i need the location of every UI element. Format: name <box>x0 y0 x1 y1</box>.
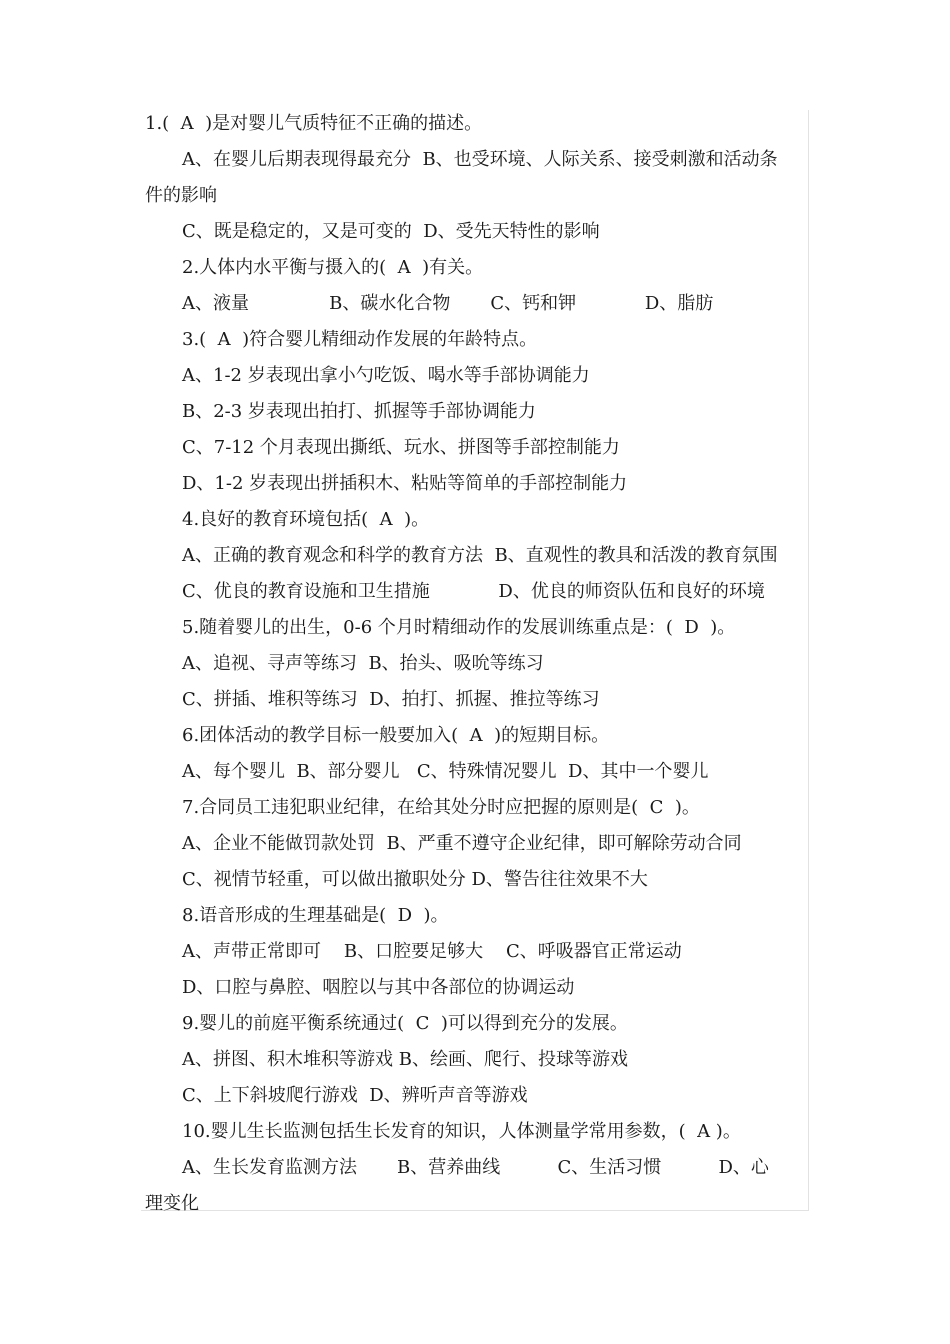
text-line: A、声带正常即可 B、口腔要足够大 C、呼吸器官正常运动 <box>182 941 682 962</box>
text-line: C、视情节轻重，可以做出撤职处分 D、警告往往效果不大 <box>182 869 648 890</box>
text-line: A、拼图、积木堆积等游戏 B、绘画、爬行、投球等游戏 <box>182 1049 628 1070</box>
text-line: 理变化 <box>145 1193 199 1214</box>
text-line: A、生长发育监测方法 B、营养曲线 C、生活习惯 D、心 <box>182 1157 769 1178</box>
text-line: D、1-2 岁表现出拼插积木、粘贴等简单的手部控制能力 <box>182 473 628 494</box>
text-line: C、既是稳定的，又是可变的 D、受先天特性的影响 <box>182 221 600 242</box>
text-line: 4.良好的教育环境包括( A )。 <box>182 509 430 530</box>
text-line: A、1-2 岁表现出拿小勺吃饭、喝水等手部协调能力 <box>182 365 590 386</box>
text-line: C、上下斜坡爬行游戏 D、辨听声音等游戏 <box>182 1085 528 1106</box>
text-line: C、7-12 个月表现出撕纸、玩水、拼图等手部控制能力 <box>182 437 620 458</box>
text-line: A、每个婴儿 B、部分婴儿 C、特殊情况婴儿 D、其中一个婴儿 <box>182 761 709 782</box>
text-line: D、口腔与鼻腔、咽腔以与其中各部位的协调运动 <box>182 977 575 998</box>
text-line: C、拼插、堆积等练习 D、拍打、抓握、推拉等练习 <box>182 689 600 710</box>
text-line: A、液量 B、碳水化合物 C、钙和钾 D、脂肪 <box>182 293 714 314</box>
text-line: 5.随着婴儿的出生，0-6 个月时精细动作的发展训练重点是：( D )。 <box>182 617 736 638</box>
text-line: A、正确的教育观念和科学的教育方法 B、直观性的教具和活泼的教育氛围 <box>182 545 778 566</box>
text-line: 8.语音形成的生理基础是( D )。 <box>182 905 449 926</box>
text-line: A、企业不能做罚款处罚 B、严重不遵守企业纪律，即可解除劳动合同 <box>182 833 742 854</box>
text-line: 6.团体活动的教学目标一般要加入( A )的短期目标。 <box>182 725 610 746</box>
text-line: 10.婴儿生长监测包括生长发育的知识，人体测量学常用参数，( A )。 <box>182 1121 741 1142</box>
text-line: B、2-3 岁表现出拍打、抓握等手部协调能力 <box>182 401 536 422</box>
text-line: 9.婴儿的前庭平衡系统通过( C )可以得到充分的发展。 <box>182 1013 628 1034</box>
text-line: 7.合同员工违犯职业纪律，在给其处分时应把握的原则是( C )。 <box>182 797 700 818</box>
text-line: 件的影响 <box>145 185 217 206</box>
text-line: A、在婴儿后期表现得最充分 B、也受环境、人际关系、接受刺激和活动条 <box>182 149 778 170</box>
text-line: A、追视、寻声等练习 B、抬头、吸吮等练习 <box>182 653 544 674</box>
text-line: 2.人体内水平衡与摄入的( A )有关。 <box>182 257 484 278</box>
text-line: C、优良的教育设施和卫生措施 D、优良的师资队伍和良好的环境 <box>182 581 765 602</box>
text-line: 1.( A )是对婴儿气质特征不正确的描述。 <box>145 113 483 134</box>
text-line: 3.( A )符合婴儿精细动作发展的年龄特点。 <box>182 329 538 350</box>
